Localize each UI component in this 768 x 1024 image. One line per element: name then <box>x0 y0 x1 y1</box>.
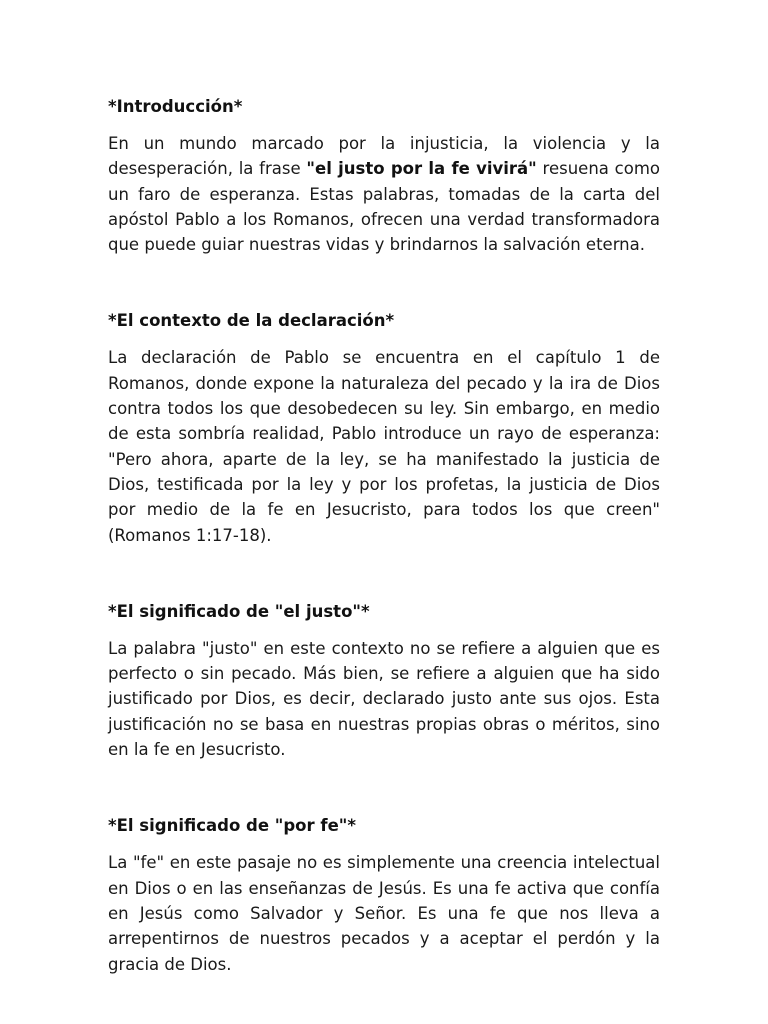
section-heading: *El significado de "el justo"* <box>108 601 370 621</box>
section-paragraph: La palabra "justo" en este contexto no se refiere a alguien que es perfecto o sin pecado. Más bien, se refiere a alguien que ha sido justificado por Dios, es decir, declarado justo ante sus ojos. Esta justificación no se basa en nuestras propias obras o méritos, sino en la fe en Jesucristo. <box>108 638 660 760</box>
section-paragraph: La "fe" en este pasaje no es simplemente una creencia intelectual en Dios o en las enseñanzas de Jesús. Es una fe activa que confía en Jesús como Salvador y Señor. Es una fe que nos lleva a arrepentirnos de nuestros pecados y a aceptar el perdón y la gracia de Dios. <box>108 853 660 974</box>
bold-quote: "el justo por la fe vivirá" <box>306 159 537 179</box>
section-heading: *Introducción* <box>108 97 243 116</box>
paragraph-text: resuena como un faro de esperanza. Estas palabras, tomadas de la carta del apóstol Pablo a los Romanos, ofrecen una verdad transformadora que puede guiar nuestras vidas y brindarnos la salvación eterna. <box>108 159 661 255</box>
section-paragraph: La declaración de Pablo se encuentra en el capítulo 1 de Romanos, donde expone la naturaleza del pecado y la ira de Dios contra todos los que desobedecen su ley. Sin embargo, en medio de esta sombría realidad, Pablo introduce un rayo de esperanza: "Pero ahora, aparte de la ley, se ha manifestado la justicia de Dios, testificada por la ley y por los profetas, la justicia de Dios por medio de la fe en Jesucristo, para todos los que creen" (Romanos 1:17-18). <box>108 348 660 545</box>
section-heading: *El contexto de la declaración* <box>108 311 395 331</box>
paragraph-text: En un mundo marcado por la injusticia, la violencia y la desesperación, la frase <box>108 134 660 179</box>
section-heading: *El significado de "por fe"* <box>108 816 356 836</box>
section-paragraph <box>108 131 660 257</box>
section-contexto <box>108 308 660 547</box>
section-introduccion <box>108 94 660 257</box>
section-el-justo <box>108 599 660 762</box>
section-por-fe <box>108 813 660 976</box>
